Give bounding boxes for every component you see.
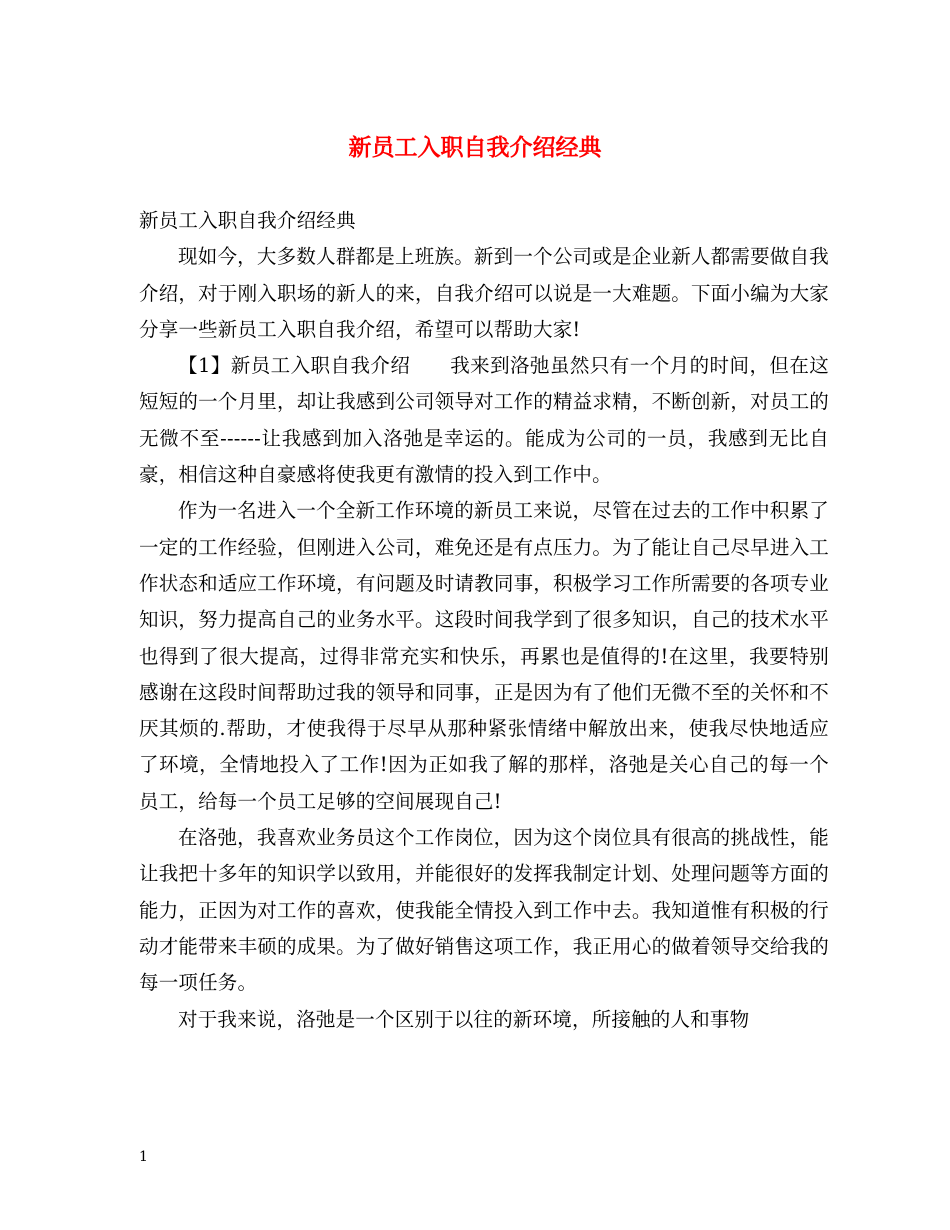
- page-number: 1: [139, 1149, 148, 1165]
- paragraph-2: 作为一名进入一个全新工作环境的新员工来说，尽管在过去的工作中积累了一定的工作经验，但刚进入公司，难免还是有点压力。为了能让自己尽早进入工作状态和适应工作环境，有问题及时请教同事，积极学习工作所需要的各项专业知识，努力提高自己的业务水平。这段时间我学到了很多知识，自己的技术水平也得到了很大提高，过得非常充实和快乐，再累也是值得的!在这里，我要特别感谢在这段时间帮助过我的领导和同事，正是因为有了他们无微不至的关怀和不厌其烦的.帮助，才使我得于尽早从那种紧张情绪中解放出来，使我尽快地适应了环境，全情地投入了工作!因为正如我了解的那样，洛弛是关心自己的每一个员工，给每一个员工足够的空间展现自己!: [139, 499, 829, 813]
- paragraph-4: 对于我来说，洛弛是一个区别于以往的新环境，所接触的人和事物: [178, 1007, 750, 1031]
- heading-line: 新员工入职自我介绍经典: [139, 209, 356, 232]
- paragraph-intro: 现如今，大多数人群都是上班族。新到一个公司或是企业新人都需要做自我介绍，对于刚入职场的新人的来，自我介绍可以说是一大难题。下面小编为大家分享一些新员工入职自我介绍，希望可以帮助大家!: [139, 245, 829, 341]
- paragraph-3: 在洛弛，我喜欢业务员这个工作岗位，因为这个岗位具有很高的挑战性，能让我把十多年的知识学以致用，并能很好的发挥我制定计划、处理问题等方面的能力，正因为对工作的喜欢，使我能全情投入到工作中去。我知道惟有积极的行动才能带来丰硕的成果。为了做好销售这项工作，我正用心的做着领导交给我的每一项任务。: [139, 826, 829, 995]
- document-title: 新员工入职自我介绍经典: [348, 134, 602, 161]
- document-body: [139, 203, 829, 1038]
- paragraph-1: 【1】新员工入职自我介绍 我来到洛弛虽然只有一个月的时间，但在这短短的一个月里，却让我感到公司领导对工作的精益求精，不断创新，对员工的无微不至------让我感到加入洛弛是幸运的。能成为公司的一员，我感到无比自豪，相信这种自豪感将使我更有激情的投入到工作中。: [139, 354, 829, 487]
